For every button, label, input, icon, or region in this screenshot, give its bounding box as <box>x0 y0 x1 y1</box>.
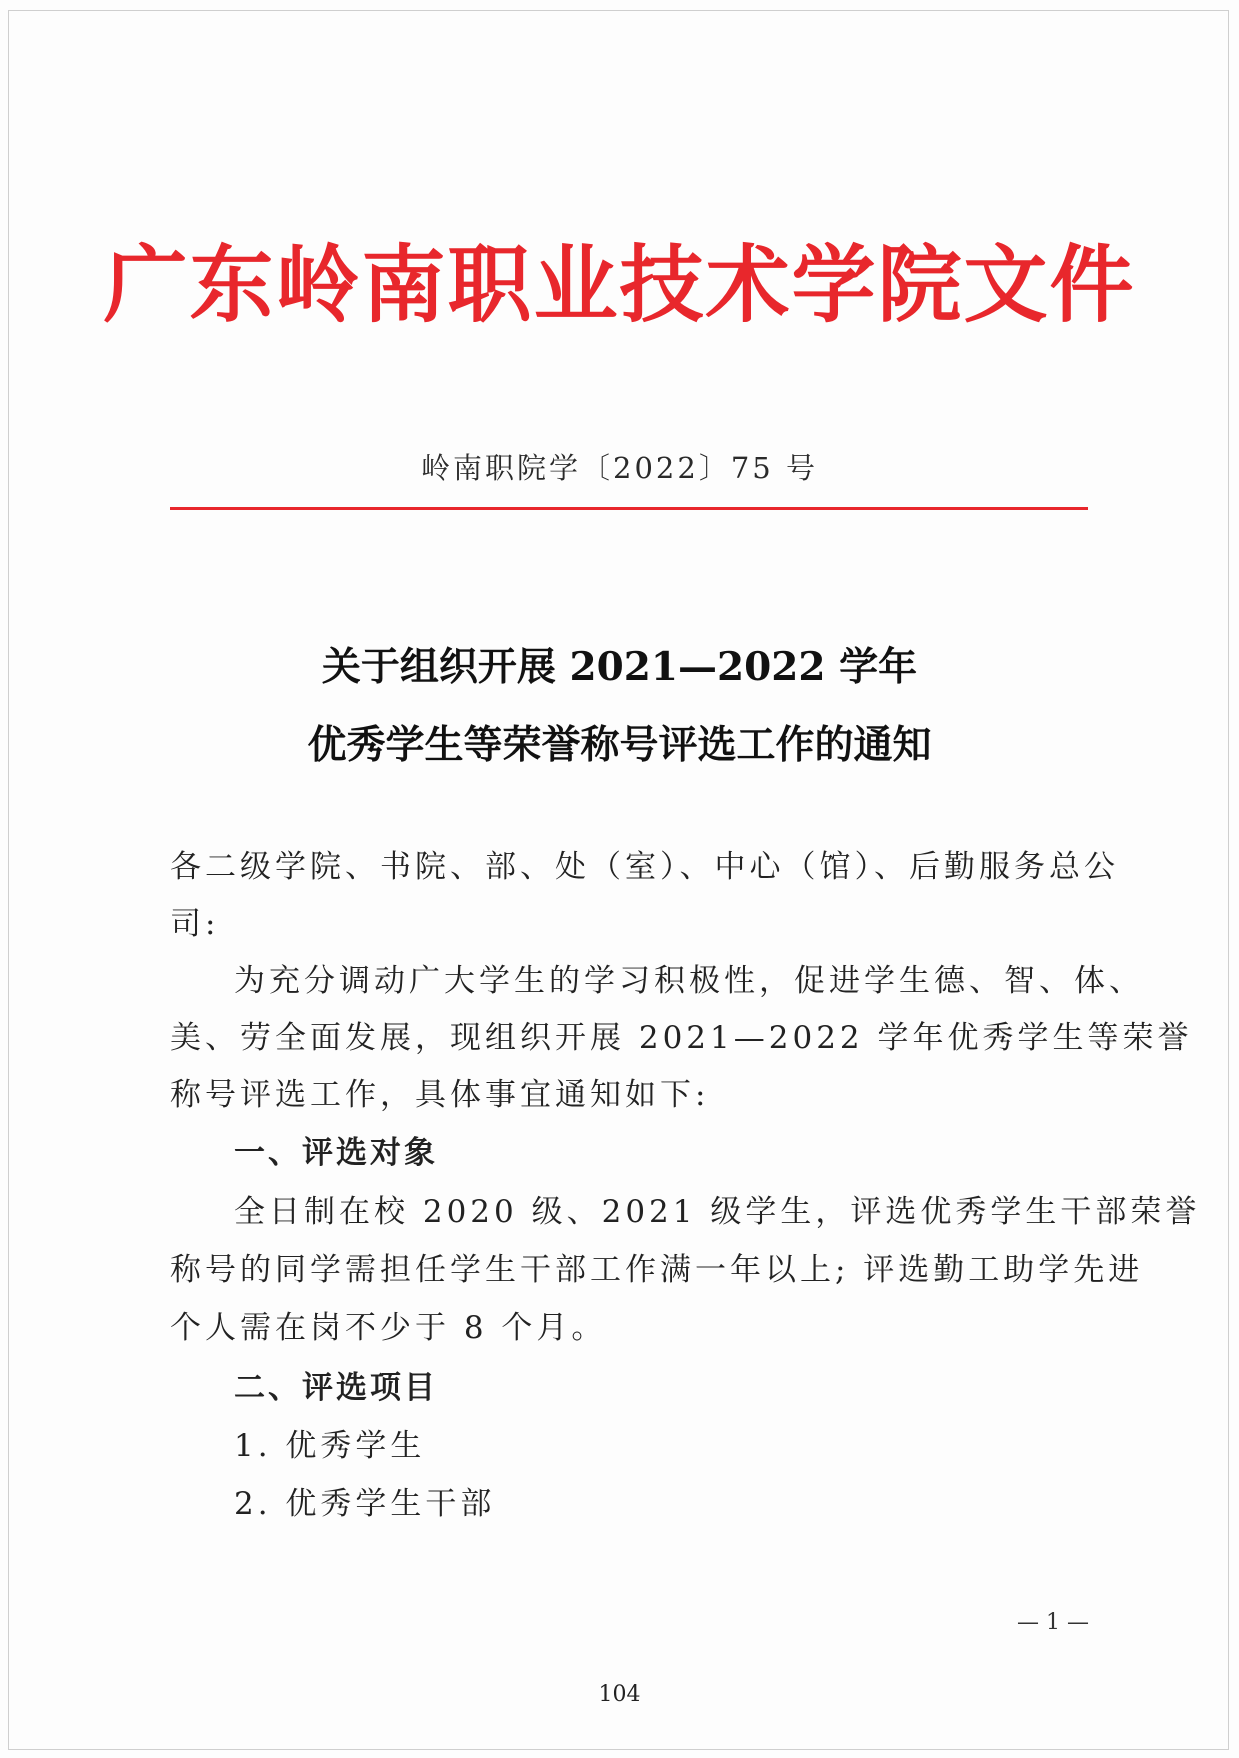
letterhead-title: 广东岭南职业技术学院文件 <box>103 236 1136 334</box>
intro-line2: 美、劳全面发展，现组织开展 2021—2022 学年优秀学生等荣誉 <box>170 1020 1193 1056</box>
section2-heading: 二、评选项目 <box>234 1370 438 1406</box>
document-number: 岭南职院学〔2022〕75 号 <box>421 451 818 485</box>
section1-heading: 一、评选对象 <box>234 1135 438 1171</box>
intro-line3: 称号评选工作，具体事宜通知如下: <box>170 1077 710 1113</box>
section1-line2: 称号的同学需担任学生干部工作满一年以上; 评选勤工助学先进 <box>170 1252 1144 1288</box>
red-divider <box>170 507 1088 510</box>
recipients-line2: 司: <box>170 906 220 942</box>
page-mark: — 1 — <box>1017 1610 1089 1635</box>
notice-title-line1: 关于组织开展 2021—2022 学年 <box>321 644 918 690</box>
item-excellent-cadre: 2. 优秀学生干部 <box>234 1486 496 1522</box>
section1-line1: 全日制在校 2020 级、2021 级学生，评选优秀学生干部荣誉 <box>234 1194 1201 1230</box>
notice-title-line2: 优秀学生等荣誉称号评选工作的通知 <box>307 722 932 768</box>
item-excellent-student: 1. 优秀学生 <box>234 1428 426 1464</box>
section1-line3: 个人需在岗不少于 8 个月。 <box>170 1310 607 1346</box>
recipients-line1: 各二级学院、书院、部、处（室）、中心（馆）、后勤服务总公 <box>170 849 1119 885</box>
page-number: 104 <box>598 1682 641 1707</box>
intro-line1: 为充分调动广大学生的学习积极性，促进学生德、智、体、 <box>234 963 1144 999</box>
